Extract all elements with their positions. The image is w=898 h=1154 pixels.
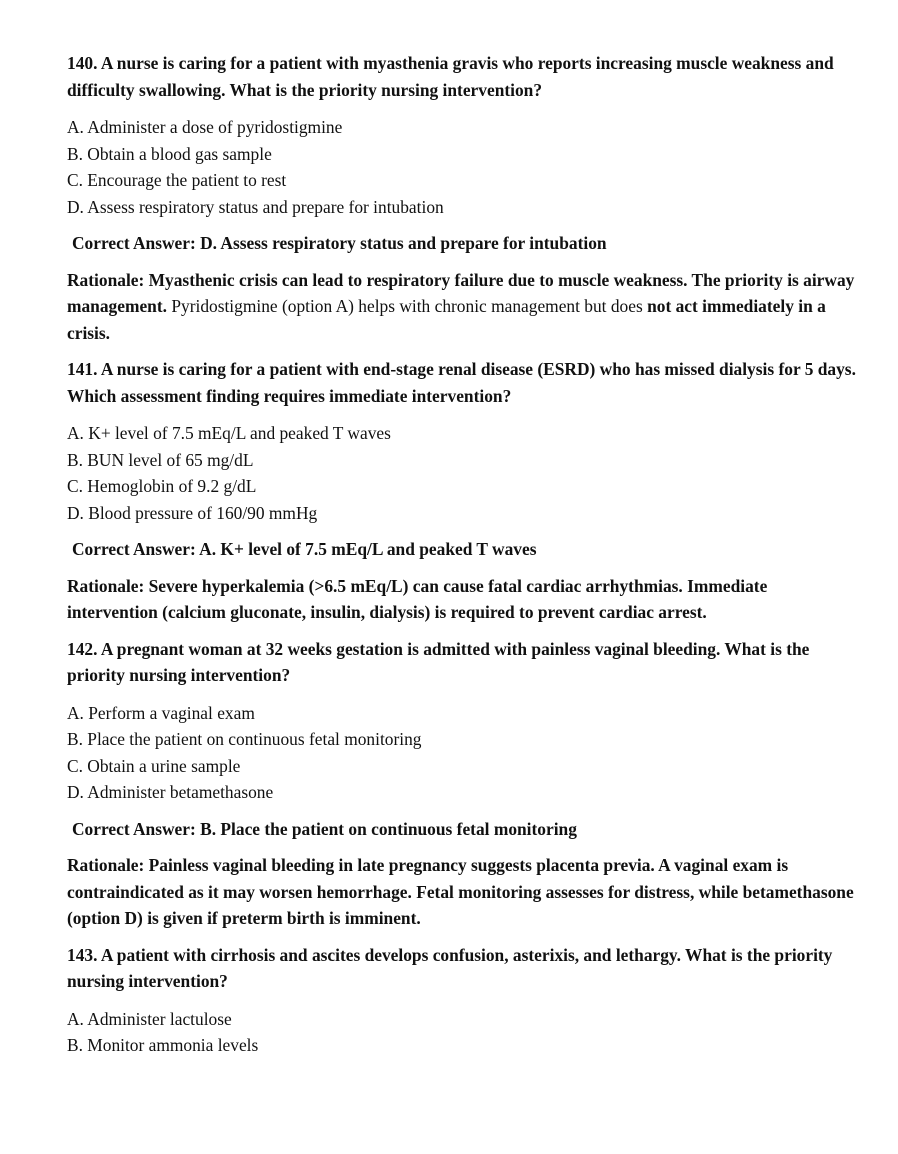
question-block [67,636,857,932]
rationale-text: Pyridostigmine (option A) helps with chronic management but does [166,296,648,316]
rationale-bold-text: not act immediately in a crisis. [67,296,826,343]
option-d: D. Administer betamethasone [67,782,274,802]
answer-options [67,114,857,220]
option-b: B. Obtain a blood gas sample [67,143,272,164]
document-page [67,50,857,1069]
answer-options [67,700,857,806]
question-text: 142. A pregnant woman at 32 weeks gestation is admitted with painless vaginal bleeding. What is the priority nursing intervention? [67,638,810,685]
option-a: A. Administer a dose of pyridostigmine [67,117,343,137]
question-block [67,356,857,626]
option-c: C. Encourage the patient to rest [67,170,287,190]
option-a: A. Perform a vaginal exam [67,702,255,723]
option-d: D. Blood pressure of 160/90 mmHg [67,502,318,523]
question-text: 140. A nurse is caring for a patient with myasthenia gravis who reports increasing muscle weakness and difficulty swallowing. What is the priority nursing intervention? [67,53,834,100]
question-block [67,942,857,1059]
option-d: D. Assess respiratory status and prepare for intubation [67,196,444,217]
question-text: 143. A patient with cirrhosis and ascites develops confusion, asterixis, and lethargy. What is the priority nursing intervention? [67,944,833,991]
option-c: C. Hemoglobin of 9.2 g/dL [67,476,257,496]
option-a: A. K+ level of 7.5 mEq/L and peaked T waves [67,423,391,443]
rationale [67,267,857,347]
option-a: A. Administer lactulose [67,1008,232,1029]
rationale-bold-text: Rationale: Myasthenic crisis can lead to respiratory failure due to muscle weakness. The priority is airway management. [67,269,855,316]
rationale: Rationale: Severe hyperkalemia (>6.5 mEq/L) can cause fatal cardiac arrhythmias. Immediate intervention (calcium gluconate, insulin, dialysis) is required to prevent cardiac arrest. [67,575,768,622]
rationale: Rationale: Painless vaginal bleeding in late pregnancy suggests placenta previa. A vaginal exam is contraindicated as it may worsen hemorrhage. Fetal monitoring assesses for distress, while betamethasone (option D) is given if preterm birth is imminent. [67,855,854,928]
question-block [67,50,857,346]
option-b: B. Place the patient on continuous fetal monitoring [67,729,422,749]
question-text: 141. A nurse is caring for a patient with end-stage renal disease (ESRD) who has missed dialysis for 5 days. Which assessment finding requires immediate intervention? [67,359,856,406]
answer-options [67,420,857,526]
correct-answer: Correct Answer: B. Place the patient on continuous fetal monitoring [72,818,577,839]
option-b: B. Monitor ammonia levels [67,1035,259,1055]
option-b: B. BUN level of 65 mg/dL [67,449,254,470]
correct-answer: Correct Answer: A. K+ level of 7.5 mEq/L and peaked T waves [72,539,537,559]
answer-options [67,1006,857,1059]
option-c: C. Obtain a urine sample [67,755,241,776]
correct-answer: Correct Answer: D. Assess respiratory status and prepare for intubation [72,233,607,253]
